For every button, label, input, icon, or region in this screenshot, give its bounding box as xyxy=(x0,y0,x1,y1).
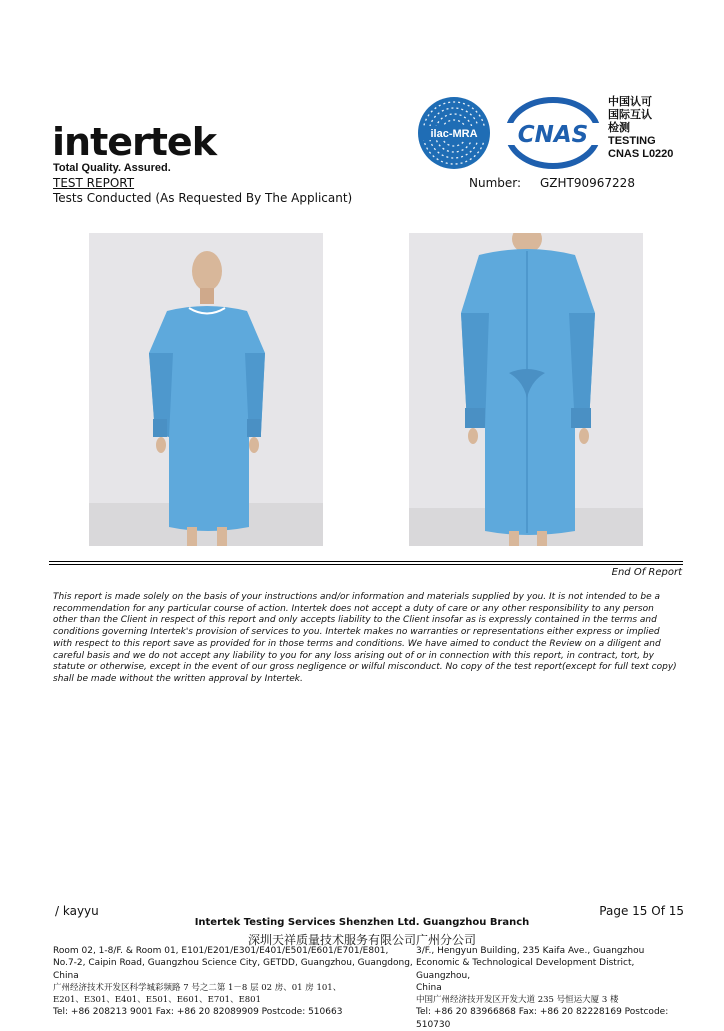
report-title: TEST REPORT xyxy=(53,176,135,190)
address-line: No.7-2, Caipin Road, Guangzhou Science City, GETDD, Guangzhou, Guangdong, China xyxy=(53,958,413,981)
ilac-mra-logo xyxy=(417,96,491,170)
address-line: 中国广州经济技开发区开发大道 235 号恒运大厦 3 楼 xyxy=(416,995,619,1006)
logo-tagline: Total Quality. Assured. xyxy=(53,162,171,174)
page-number: Page 15 Of 15 xyxy=(599,904,684,918)
address-line: E201、E301、E401、E501、E601、E701、E801 xyxy=(53,995,262,1006)
right-address xyxy=(416,945,690,1031)
cnas-line: 检测 xyxy=(608,122,630,134)
gown-back-photo xyxy=(409,233,643,546)
cnas-accreditation-text xyxy=(608,96,673,161)
left-address xyxy=(53,945,413,1019)
signer: / kayyu xyxy=(55,904,99,918)
report-number-label: Number: xyxy=(469,176,522,190)
divider-line xyxy=(49,561,683,562)
address-line: 3/F., Hengyun Building, 235 Kaifa Ave., Guangzhou xyxy=(416,946,645,956)
gown-front-photo xyxy=(89,233,323,546)
address-line: 广州经济技术开发区科学城彩频路 7 号之二第 1－8 层 02 房、01 房 101、 xyxy=(53,982,342,993)
cnas-line: CNAS L0220 xyxy=(608,148,674,160)
contact-line: Tel: +86 208213 9001 Fax: +86 20 82089909 Postcode: 510663 xyxy=(53,1007,343,1018)
cnas-line: TESTING xyxy=(608,135,656,147)
cnas-line: 中国认可 xyxy=(608,96,652,108)
report-subtitle: Tests Conducted (As Requested By The Applicant) xyxy=(53,191,353,205)
cnas-line: 国际互认 xyxy=(608,109,652,121)
disclaimer-text: This report is made solely on the basis of your instructions and/or information and materials supplied by you. It is not intended to be a recommendation for any particular course of action. Intertek does not accept a duty of care or any other responsibility to any person other than the Client in respect of this report and only accepts liability to the Client insofar as is expressly contained in the terms and conditions governing Intertek's provision of services to you. Intertek makes no warranties or representations either express or implied with respect to this report save as provided for in those terms and conditions. We have aimed to conduct the Review on a diligent and careful basis and we do not accept any liability to you for any loss arising out of or in connection with this report, in contract, tort, by statute or otherwise, except in the event of our gross negligence or wilful misconduct. No copy of the test report(except for full text copy) shall be made without the written approval by Intertek. xyxy=(53,592,677,684)
address-line: Economic & Technological Development District, Guangzhou, xyxy=(416,958,635,981)
branch-name-en: Intertek Testing Services Shenzhen Ltd. Guangzhou Branch xyxy=(194,917,530,928)
ilac-mra-text: ilac-MRA xyxy=(430,128,478,140)
end-of-report: End Of Report xyxy=(611,567,682,578)
branch-name-cn: 深圳天祥质量技术服务有限公司广州分公司 xyxy=(247,933,476,947)
intertek-logo: intertek xyxy=(52,120,216,164)
contact-line: Tel: +86 20 83966868 Fax: +86 20 82228169 Postcode: 510730 xyxy=(416,1007,669,1030)
address-line: China xyxy=(416,982,442,993)
cnas-text: CNAS xyxy=(517,122,589,148)
report-number-value: GZHT90967228 xyxy=(540,176,635,190)
divider-line xyxy=(49,564,683,565)
address-line: Room 02, 1-8/F. & Room 01, E101/E201/E301/E401/E501/E601/E701/E801, xyxy=(53,946,389,956)
cnas-logo xyxy=(505,97,601,169)
